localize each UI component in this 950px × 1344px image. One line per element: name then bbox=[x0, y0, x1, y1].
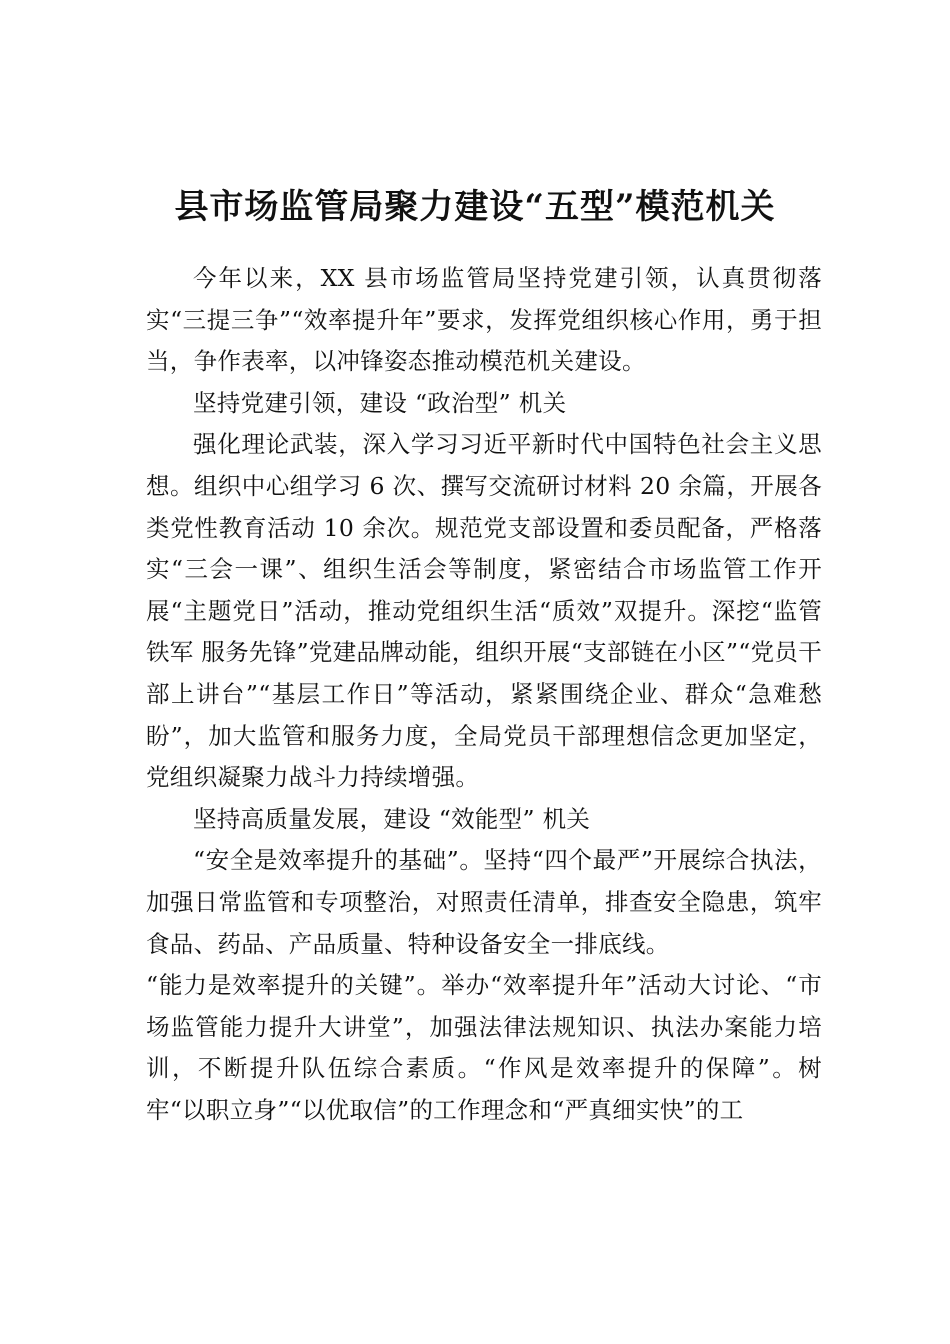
intro-paragraph: 今年以来，XX 县市场监管局坚持党建引领，认真贯彻落实“三提三争”“效率提升年”要求，发挥党组织核心作用，勇于担当，争作表率，以冲锋姿态推动模范机关建设。 bbox=[146, 264, 822, 376]
political-paragraph: 强化理论武装，深入学习习近平新时代中国特色社会主义思想。组织中心组学习 6 次、撰写交流研讨材料 20 余篇，开展各类党性教育活动 10 余次。规范党支部设置和委员配备，严格落实“三会一课”、组织生活会等制度，紧密结合市场监管工作开展“主题党日”活动，推动党组织生活“质效”双提升。深挖“监管铁军 服务先锋”党建品牌动能，组织开展“支部链在小区”“党员干部上讲台”“基层工作日”等活动，紧紧围绕企业、群众“急难愁盼”，加大监管和服务力度，全局党员干部理想信念更加坚定，党组织凝聚力战斗力持续增强。 bbox=[146, 430, 822, 792]
section-heading-efficiency: 坚持高质量发展，建设 “效能型” 机关 bbox=[193, 804, 591, 833]
document-title: 县市场监管局聚力建设“五型”模范机关 bbox=[174, 186, 776, 227]
ability-paragraph: “能力是效率提升的关键”。举办“效率提升年”活动大讨论、“市场监管能力提升大讲堂”，加强法律法规知识、执法办案能力培训，不断提升队伍综合素质。“作风是效率提升的保障”。树牢“以职立身”“以优取信”的工作理念和“严真细实快”的工 bbox=[146, 971, 822, 1124]
section-heading-political: 坚持党建引领，建设 “政治型” 机关 bbox=[193, 388, 567, 417]
safety-paragraph: “安全是效率提升的基础”。坚持“四个最严”开展综合执法，加强日常监管和专项整治，对照责任清单，排查安全隐患，筑牢食品、药品、产品质量、特种设备安全一排底线。 bbox=[146, 846, 822, 958]
document-body bbox=[146, 258, 822, 1131]
